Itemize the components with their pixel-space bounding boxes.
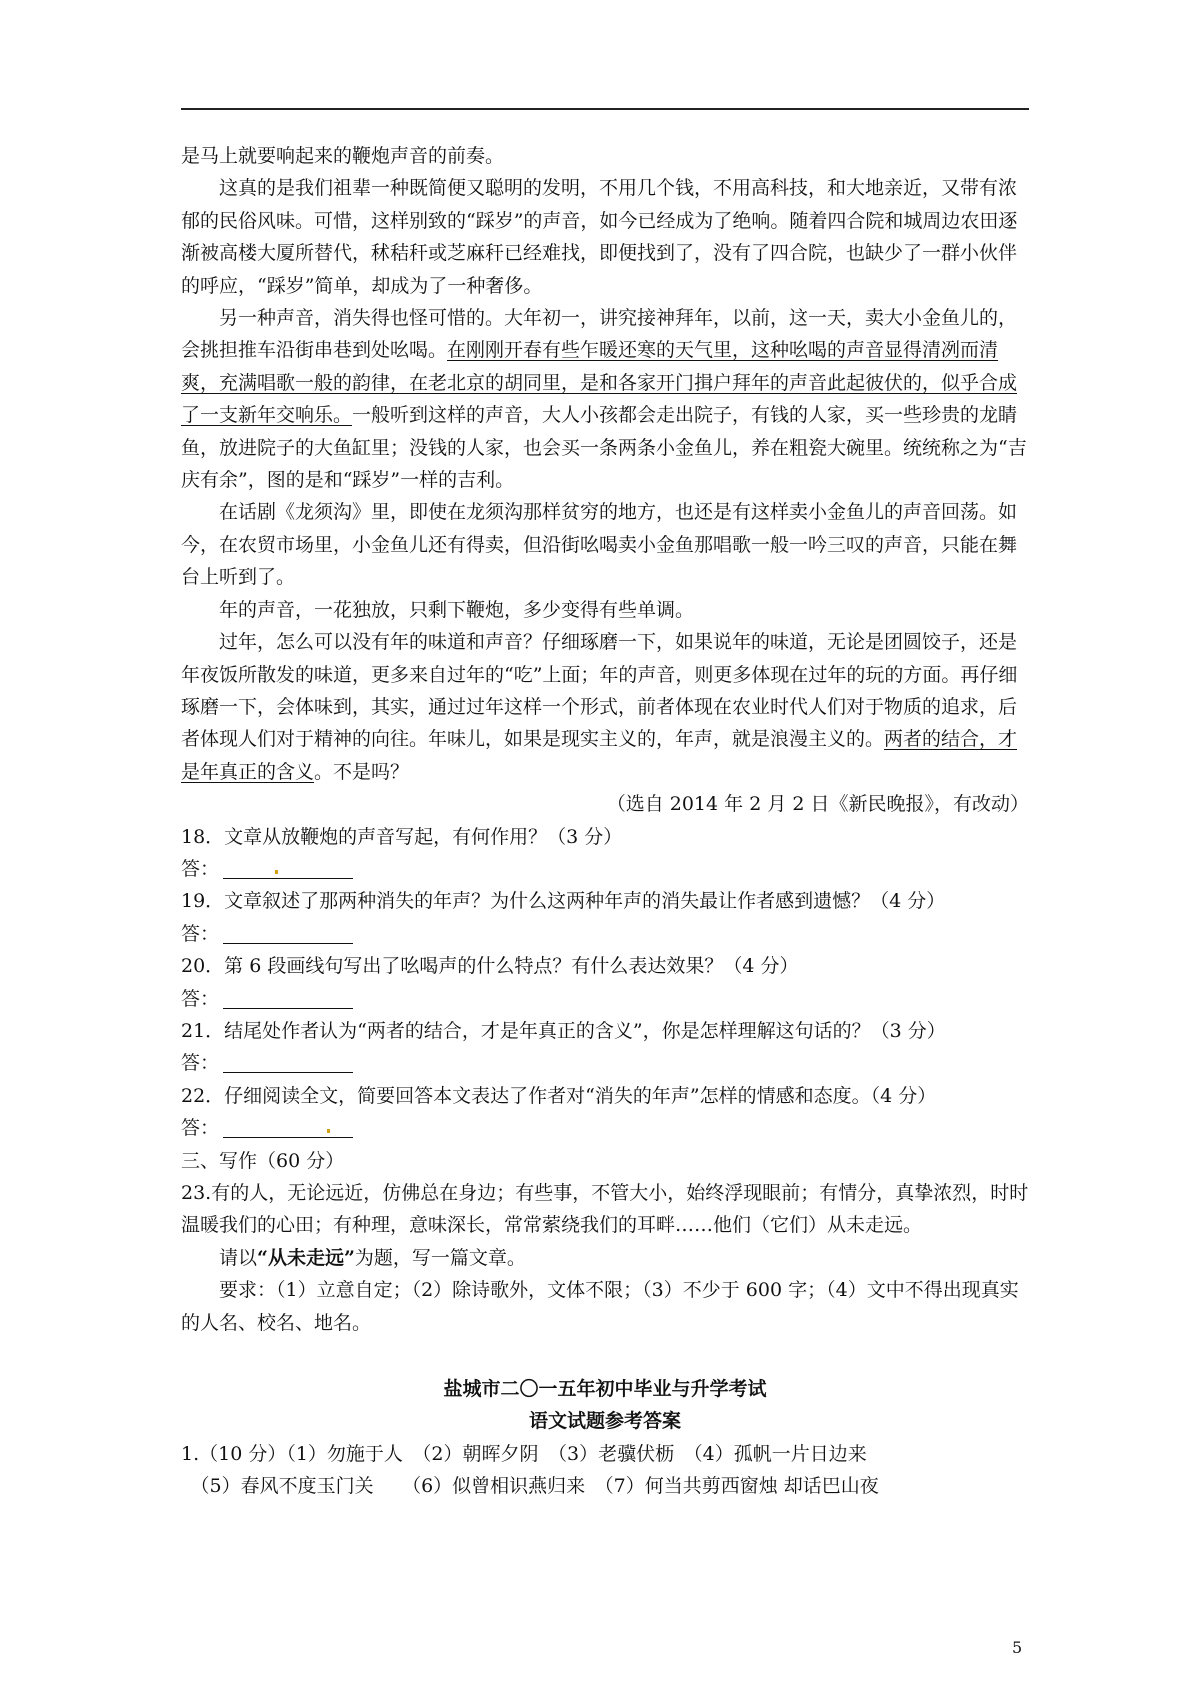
answer-blank[interactable] [223, 858, 353, 879]
paragraph-6-body: 过年，怎么可以没有年的味道和声音？仔细琢磨一下，如果说年的味道，无论是团圆饺子，还是年夜饭所散发的味道，更多来自过年的“吃”上面；年的声音，则更多体现在过年的玩的方面。再仔细琢磨一下，会体味到，其实，通过过年这样一个形式，前者体现在农业时代人们对于物质的追求，后者体现人们对于精神的向往。年味儿，如果是现实主义的，年声，就是浪漫主义的。 [181, 631, 1018, 751]
task-suffix: 为题，写一篇文章。 [354, 1246, 526, 1269]
page-number: 5 [1012, 1638, 1023, 1657]
passage-paragraph-4: 在话剧《龙须沟》里，即使在龙须沟那样贫穷的地方，也还是有这样卖小金鱼儿的声音回荡。如今，在农贸市场里，小金鱼儿还有得卖，但沿街吆喝卖小金鱼那唱歌一般一吟三叹的声音，只能在舞台上听到了。 [181, 501, 1018, 589]
essay-title: “从未走远” [257, 1246, 355, 1269]
answer-key-title: 盐城市二〇一五年初中毕业与升学考试 [443, 1378, 767, 1401]
answer-label: 答： [181, 1052, 220, 1075]
passage-paragraph-1: 是马上就要响起来的鞭炮声音的前奏。 [181, 145, 505, 167]
document-body [181, 140, 1029, 1503]
answer-row-22 [181, 1112, 1029, 1144]
question-18: 18．文章从放鞭炮的声音写起，有何作用？（3 分） [181, 825, 623, 848]
answer-label: 答： [181, 857, 220, 880]
dot-mark [327, 1129, 330, 1133]
question-19: 19．文章叙述了那两种消失的年声？为什么这两种年声的消失最让作者感到遗憾？（4 分） [181, 890, 946, 913]
answer-blank[interactable] [223, 1117, 353, 1138]
answer-label: 答： [181, 1117, 220, 1140]
answer-row-20 [181, 983, 1029, 1015]
writing-prompt: 23.有的人，无论远近，仿佛总在身边；有些事，不管大小，始终浮现眼前；有情分，真挚浓烈，时时温暖我们的心田；有种理，意味深长，常常萦绕我们的耳畔……他们（它们）从未走远。 [181, 1182, 1029, 1237]
answer-key-subtitle: 语文试题参考答案 [528, 1410, 681, 1433]
question-22: 22．仔细阅读全文，简要回答本文表达了作者对“消失的年声”怎样的情感和态度。（4 分） [181, 1084, 937, 1107]
answer-label: 答： [181, 922, 220, 945]
passage-paragraph-2: 这真的是我们祖辈一种既简便又聪明的发明，不用几个钱，不用高科技，和大地亲近，又带有浓郁的民俗风味。可惜，这样别致的“踩岁”的声音，如今已经成为了绝响。随着四合院和城周边农田逐渐被高楼大厦所替代，秫秸秆或芝麻秆已经难找，即便找到了，没有了四合院，也缺少了一群小伙伴的呼应，“踩岁”简单，却成为了一种奢侈。 [181, 177, 1018, 297]
task-prefix: 请以 [219, 1246, 258, 1269]
answer-blank[interactable] [223, 988, 353, 1009]
answer-row-21 [181, 1047, 1029, 1079]
passage-paragraph-6 [181, 626, 1029, 788]
source-citation: （选自 2014 年 2 月 2 日《新民晚报》，有改动） [606, 793, 1029, 816]
question-21: 21．结尾处作者认为“两者的结合，才是年真正的含义”，你是怎样理解这句话的？（3 分） [181, 1019, 946, 1042]
answer-row-19 [181, 918, 1029, 950]
question-20: 20．第 6 段画线句写出了吆喝声的什么特点？有什么表达效果？（4 分） [181, 955, 799, 978]
dot-mark [275, 870, 278, 874]
answer-label: 答： [181, 987, 220, 1010]
header-rule [181, 108, 1029, 110]
answer-key-row-2: （5）春风不度玉门关 （6）似曾相识燕归来 （7）何当共剪西窗烛 却话巴山夜 [181, 1475, 879, 1498]
writing-task [181, 1242, 1029, 1274]
answer-row-18 [181, 853, 1029, 885]
writing-requirements: 要求：（1）立意自定；（2）除诗歌外，文体不限；（3）不少于 600 字；（4）文中不得出现真实的人名、校名、地名。 [181, 1279, 1019, 1334]
passage-paragraph-5: 年的声音，一花独放，只剩下鞭炮，多少变得有些单调。 [219, 598, 695, 621]
section-gap [181, 1339, 1029, 1373]
answer-blank[interactable] [223, 923, 353, 944]
underlined-conclusion: 两者的结合，才是年真正的含义 [181, 728, 1018, 783]
paragraph-6-end: 。不是吗？ [314, 760, 410, 783]
passage-paragraph-3 [181, 302, 1029, 496]
answer-blank[interactable] [223, 1052, 353, 1073]
underlined-sentence: 在刚刚开春有些乍暖还寒的天气里，这种吆喝的声音显得清冽而清爽，充满唱歌一般的韵律，在老北京的胡同里，是和各家开门揖户拜年的声音此起彼伏的，似乎合成了一支新年交响乐。 [181, 339, 1018, 427]
paragraph-3-rest: 一般听到这样的声音，大人小孩都会走出院子，有钱的人家，买一些珍贵的龙睛鱼，放进院子的大鱼缸里；没钱的人家，也会买一条两条小金鱼儿，养在粗瓷大碗里。统统称之为“吉庆有余”，图的是和“踩岁”一样的吉利。 [181, 404, 1027, 492]
writing-heading: 三、写作（60 分） [181, 1149, 345, 1172]
paragraph-3-intro: 另一种声音，消失得也怪可惜的。大年初一，讲究接神拜年，以前，这一天，卖大小金鱼儿的，会挑担推车沿街串巷到处吆喝。 [181, 307, 1018, 362]
answer-key-row-1: 1.（10 分）（1）勿施于人 （2）朝晖夕阴 （3）老骥伏枥 （4）孤帆一片日边来 [181, 1442, 867, 1465]
